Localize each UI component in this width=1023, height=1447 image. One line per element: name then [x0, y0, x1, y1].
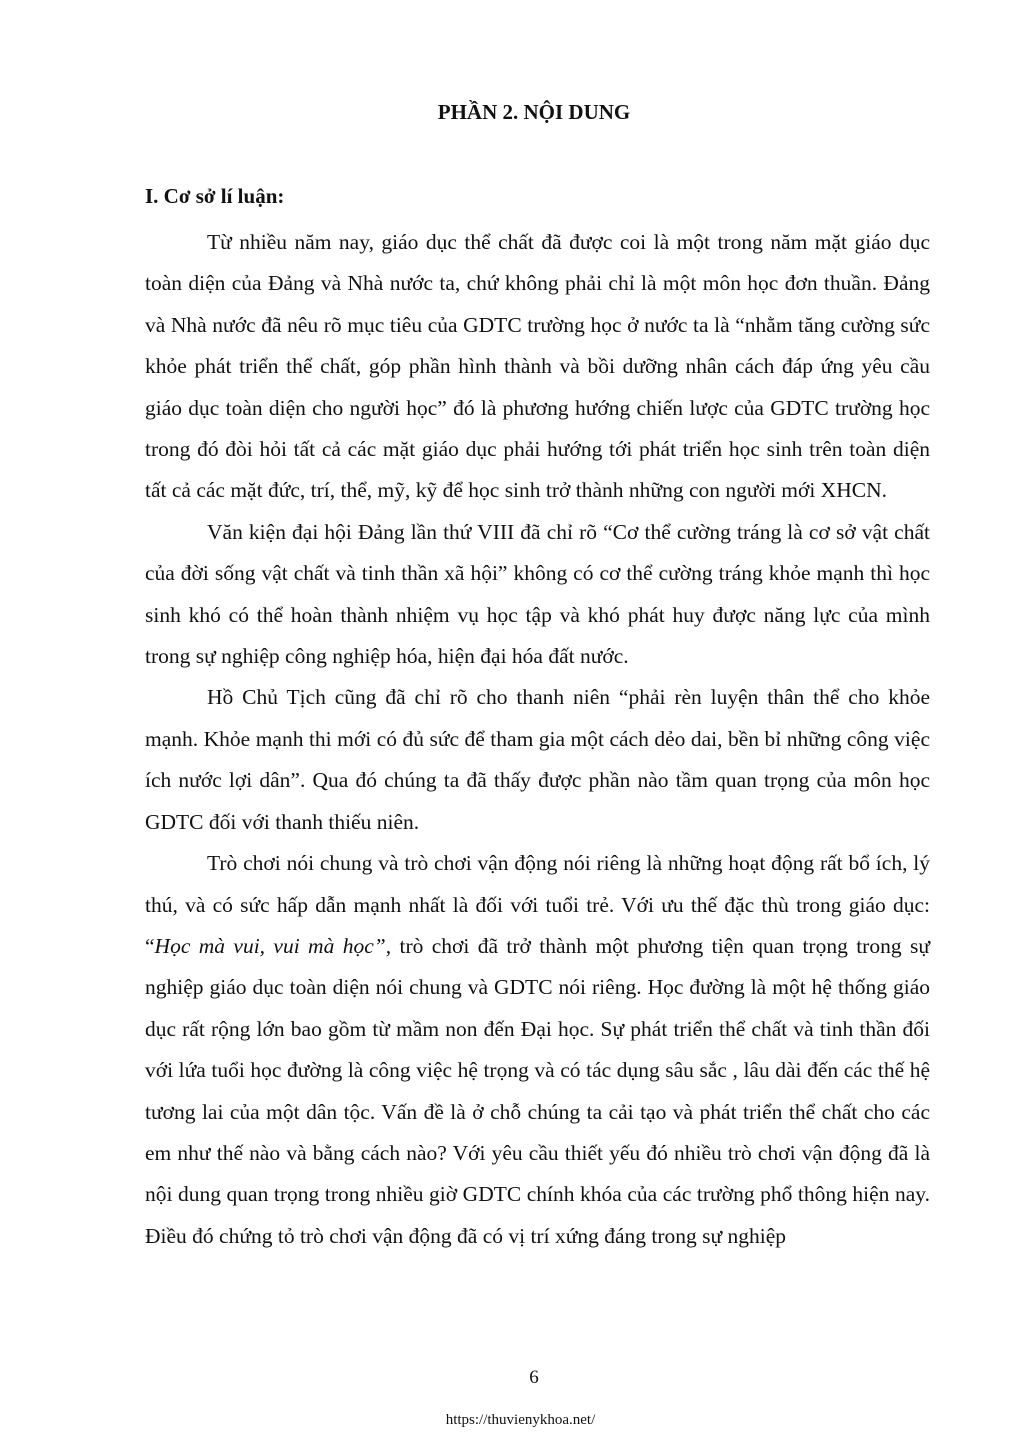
footer-url: https://thuvienykhoa.net/ — [445, 1412, 596, 1428]
paragraph-2: Văn kiện đại hội Đảng lần thứ VIII đã chỉ rõ “Cơ thể cường tráng là cơ sở vật chất của đời sống vật chất và tinh thần xã hội” không có cơ thể cường tráng khỏe mạnh thì học sinh khó có thể hoàn thành nhiệm vụ học tập và khó phát huy được năng lực của mình trong sự nghiệp công nghiệp hóa, hiện đại hóa đất nước. — [145, 519, 930, 669]
paragraph-4-quote: Học mà vui, vui mà học”, — [154, 933, 392, 958]
paragraph-4-end: trò chơi đã trở thành một phương tiện quan trọng trong sự nghiệp giáo dục toàn diện nói chung và GDTC nói riêng. Học đường là một hệ thống giáo dục rất rộng lớn bao gồm từ mầm non đến Đại học. Sự phát triển thể chất và tinh thần đối với lứa tuổi học đường là công việc hệ trọng và có tác dụng sâu sắc , lâu dài đến các thế hệ tương lai của một dân tộc. Vấn đề là ở chỗ chúng ta cải tạo và phát triển thể chất cho các em như thế nào và bằng cách nào? Với yêu cầu thiết yếu đó nhiều trò chơi vận động đã là nội dung quan trọng trong nhiều giờ GDTC chính khóa của các trường phổ thông hiện nay. Điều đó chứng tỏ trò chơi vận động đã có vị trí xứng đáng trong sự nghiệp — [145, 933, 930, 1248]
paragraph-3: Hồ Chủ Tịch cũng đã chỉ rõ cho thanh niên “phải rèn luyện thân thể cho khỏe mạnh. Khỏe mạnh thi mới có đủ sức để tham gia một cách dẻo dai, bền bỉ những công việc ích nước lợi dân”. Qua đó chúng ta đã thấy được phần nào tầm quan trọng của môn học GDTC đối với thanh thiếu niên. — [145, 685, 930, 834]
section-heading: I. Cơ sở lí luận: — [145, 184, 285, 208]
paragraph-4-start: Trò chơi nói chung và trò chơi vận động nói riêng là những hoạt động rất bổ ích, lý thú, và có sức hấp dẫn mạnh nhất là đối với tuổi trẻ. Với ưu thế đặc thù trong giáo dục: “ — [145, 851, 930, 958]
page-title: PHẦN 2. NỘI DUNG — [437, 100, 631, 124]
paragraph-4 — [145, 843, 930, 1257]
page-number: 6 — [529, 1367, 539, 1388]
paragraph-1: Từ nhiều năm nay, giáo dục thể chất đã được coi là một trong năm mặt giáo dục toàn diện của Đảng và Nhà nước ta, chứ không phải chỉ là một môn học đơn thuần. Đảng và Nhà nước đã nêu rõ mục tiêu của GDTC trường học ở nước ta là “nhằm tăng cường sức khỏe phát triển thể chất, góp phần hình thành và bồi dưỡng nhân cách đáp ứng yêu cầu giáo dục toàn diện cho người học” đó là phương hướng chiến lược của GDTC trường học trong đó đòi hỏi tất cả các mặt giáo dục phải hướng tới phát triển học sinh trên toàn diện tất cả các mặt đức, trí, thể, mỹ, kỹ để học sinh trở thành những con người mới XHCN. — [145, 230, 930, 503]
body-text — [145, 222, 930, 1257]
